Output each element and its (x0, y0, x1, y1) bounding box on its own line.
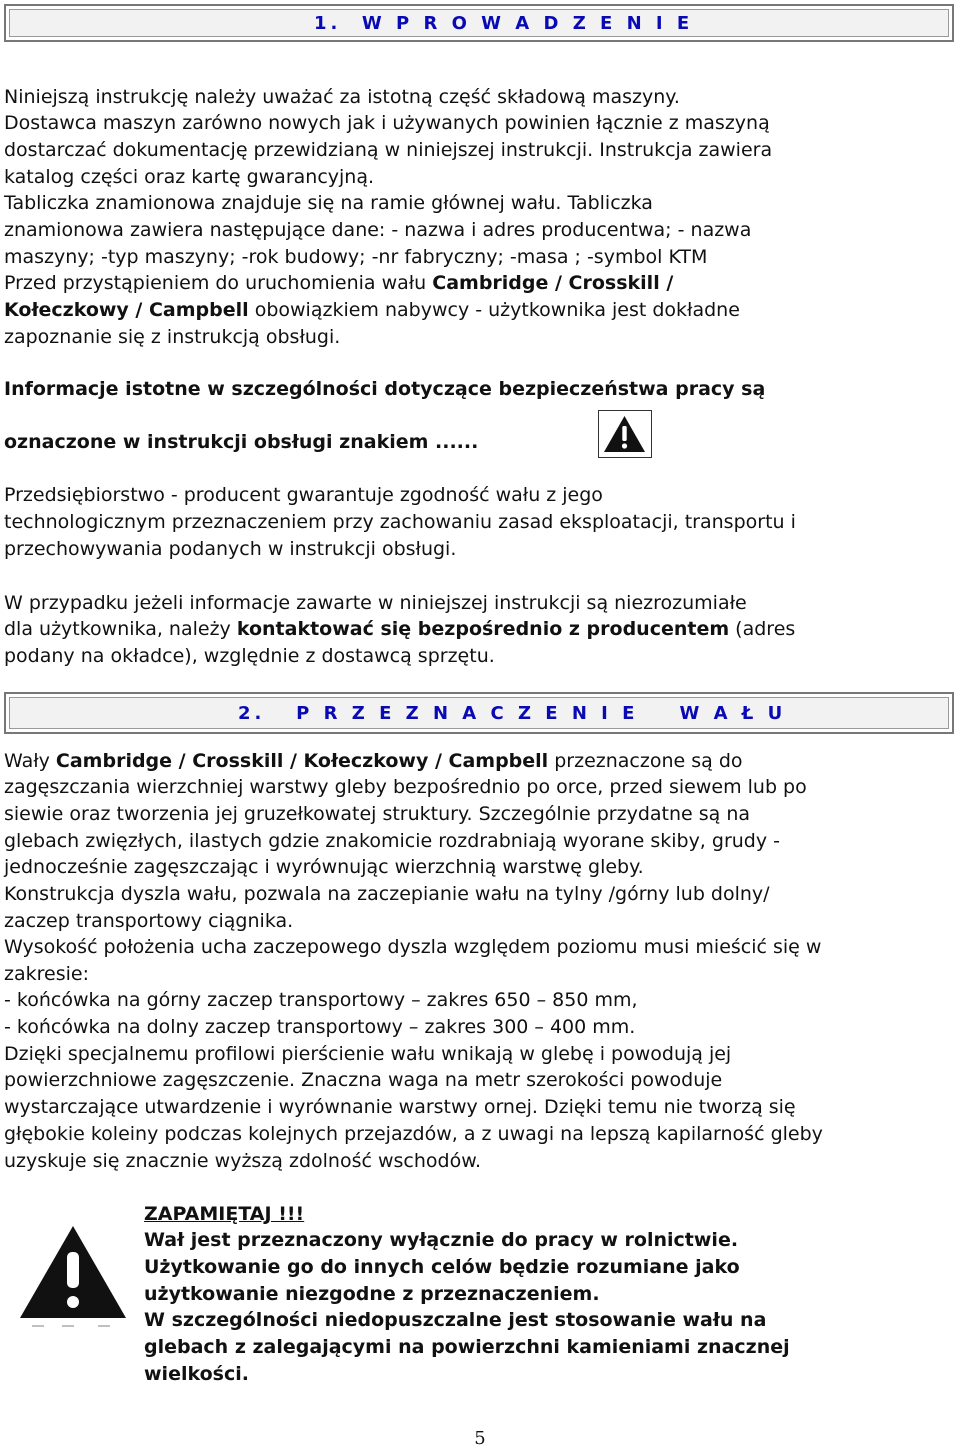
section-1-title: 1. W P R O W A D Z E N I E (314, 12, 694, 34)
paragraph-line: uzyskuje się znacznie wyższą zdolność wschodów. (4, 1150, 482, 1172)
text-run: (adres (729, 618, 796, 640)
page-number: 5 (474, 1428, 486, 1449)
paragraph-line: Tabliczka znamionowa znajduje się na ramie głównej wału. Tabliczka (4, 192, 653, 214)
paragraph-line: zapoznanie się z instrukcją obsługi. (4, 326, 341, 348)
paragraph-line (4, 297, 740, 324)
text-run: przeznaczone są do (548, 750, 743, 772)
paragraph-line (4, 616, 795, 643)
paragraph-line: - końcówka na górny zaczep transportowy – zakres 650 – 850 mm, (4, 989, 638, 1011)
text-run: obowiązkiem nabywcy - użytkownika jest dokładne (248, 299, 740, 321)
paragraph-line: znamionowa zawiera następujące dane: - nazwa i adres producentwa; - nazwa (4, 219, 752, 241)
paragraph-line: - końcówka na dolny zaczep transportowy – zakres 300 – 400 mm. (4, 1016, 636, 1038)
note-line: wielkości. (144, 1363, 249, 1385)
note-line: glebach z zalegającymi na powierzchni kamieniami znacznej (144, 1336, 790, 1358)
paragraph-line: Przedsiębiorstwo - producent gwarantuje zgodność wału z jego (4, 484, 603, 506)
machine-names: Cambridge / Crosskill / Kołeczkowy / Campbell (55, 750, 549, 772)
note-line: Wał jest przeznaczony wyłącznie do pracy w rolnictwie. (144, 1229, 739, 1251)
paragraph-line: Wysokość położenia ucha zaczepowego dyszla względem poziomu musi mieścić się w (4, 936, 822, 958)
paragraph-line: Konstrukcja dyszla wału, pozwala na zaczepianie wału na tylny /górny lub dolny/ (4, 883, 770, 905)
safety-notice-line: oznaczone w instrukcji obsługi znakiem ...... (4, 431, 479, 453)
paragraph-line: glebach zwięzłych, ilastych gdzie znakomicie rozdrabniają wyorane skiby, grudy - (4, 830, 781, 852)
paragraph-line (4, 748, 743, 775)
paragraph-line: zakresie: (4, 963, 89, 985)
note-line: użytkowanie niezgodne z przeznaczeniem. (144, 1283, 600, 1305)
paragraph-line: Niniejszą instrukcję należy uważać za istotną część składową maszyny. (4, 86, 680, 108)
paragraph-line: przechowywania podanych w instrukcji obsługi. (4, 538, 457, 560)
note-line: Użytkowanie go do innych celów będzie rozumiane jako (144, 1256, 740, 1278)
note-heading: ZAPAMIĘTAJ !!! (144, 1203, 305, 1225)
paragraph-line: jednocześnie zagęszczając i wyrównując wierzchnią warstwę gleby. (4, 856, 644, 878)
paragraph-line: zaczep transportowy ciągnika. (4, 910, 294, 932)
paragraph-line: zagęszczania wierzchniej warstwy gleby bezpośrednio po orce, przed siewem lub po (4, 776, 807, 798)
section-2-header (4, 692, 954, 734)
machine-names: Kołeczkowy / Campbell (4, 299, 249, 321)
paragraph-line: powierzchniowe zagęszczenie. Znaczna waga na metr szerokości powoduje (4, 1069, 723, 1091)
text-run: dla użytkownika, należy (4, 618, 237, 640)
safety-notice-line: Informacje istotne w szczególności dotyczące bezpieczeństwa pracy są (4, 378, 766, 400)
contact-emphasis: kontaktować się bezpośrednio z producentem (236, 618, 730, 640)
paragraph-line: W przypadku jeżeli informacje zawarte w niniejszej instrukcji są niezrozumiałe (4, 592, 747, 614)
warning-triangle-icon (598, 410, 652, 458)
paragraph-line: katalog części oraz kartę gwarancyjną. (4, 166, 375, 188)
text-run: Przed przystąpieniem do uruchomienia wału (4, 272, 433, 294)
paragraph-line: wystarczające utwardzenie i wyrównanie warstwy ornej. Dzięki temu nie tworzą się (4, 1096, 796, 1118)
paragraph-line: siewie oraz tworzenia jej gruzełkowatej struktury. Szczególnie przydatne są na (4, 803, 751, 825)
section-2-title: 2. P R Z E Z N A C Z E N I E W A Ł U (238, 702, 787, 724)
paragraph-line: podany na okładce), względnie z dostawcą sprzętu. (4, 645, 495, 667)
paragraph-line: Dzięki specjalnemu profilowi pierścienie wału wnikają w glebę i powodują jej (4, 1043, 732, 1065)
warning-triangle-icon (14, 1218, 132, 1330)
note-line: W szczególności niedopuszczalne jest stosowanie wału na (144, 1309, 767, 1331)
paragraph-line: Dostawca maszyn zarówno nowych jak i używanych powinien łącznie z maszyną (4, 112, 770, 134)
paragraph-line: głębokie koleiny podczas kolejnych przejazdów, a z uwagi na lepszą kapilarność gleby (4, 1123, 823, 1145)
paragraph-line: technologicznym przeznaczeniem przy zachowaniu zasad eksploatacji, transportu i (4, 511, 796, 533)
section-1-header (4, 4, 954, 42)
machine-names: Cambridge / Crosskill / (432, 272, 674, 294)
paragraph-line: maszyny; -typ maszyny; -rok budowy; -nr fabryczny; -masa ; -symbol KTM (4, 246, 708, 268)
paragraph-line: dostarczać dokumentację przewidzianą w niniejszej instrukcji. Instrukcja zawiera (4, 139, 773, 161)
text-run: Wały (4, 750, 56, 772)
paragraph-line (4, 270, 673, 297)
